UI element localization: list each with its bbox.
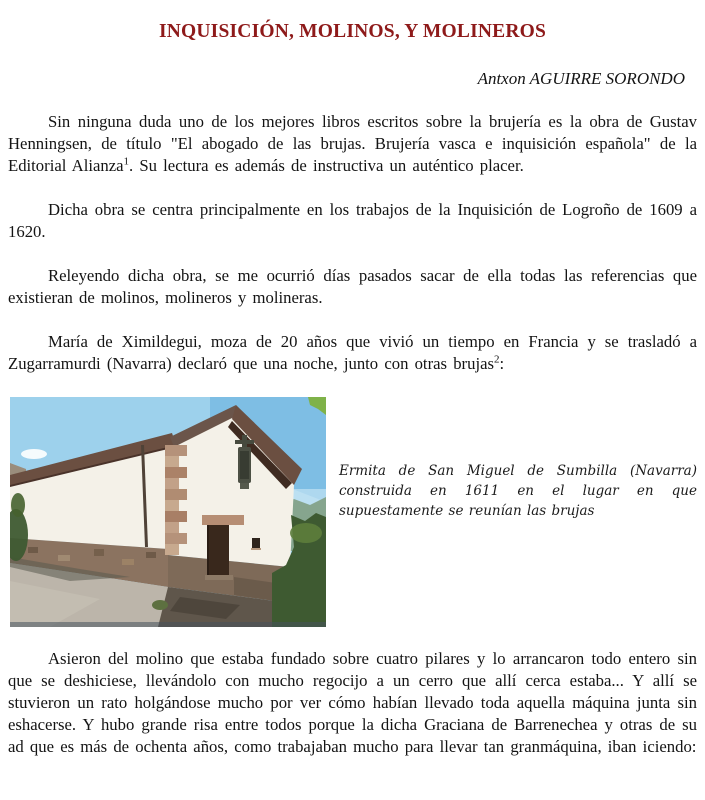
- door: [209, 525, 229, 575]
- figure-row: [8, 397, 697, 627]
- stone-detail: [146, 552, 156, 558]
- paragraph-logrono: Dicha obra se centra principalmente en los trabajos de la Inquisición de Logroño de 1609 a 1620.: [8, 200, 697, 241]
- right-foliage-light: [290, 523, 322, 543]
- quoin: [165, 456, 179, 467]
- paragraph-intro-text: Sin ninguna duda uno de los mejores libros escritos sobre la brujería es la obra de Gustav Henningsen, de título "El abogado de las brujas. Brujería vasca e inquisición española" de la Editorial Alianza: [8, 112, 697, 175]
- page-title: INQUISICIÓN, MOLINOS, Y MOLINEROS: [158, 21, 547, 42]
- quoin: [165, 522, 179, 533]
- figure-caption: Ermita de San Miguel de Sumbilla (Navarra) construida en 1611 en el lugar en que supuestamente se reunían las brujas: [339, 463, 697, 519]
- door-lintel: [202, 515, 244, 525]
- quoin: [165, 489, 187, 500]
- stone-detail: [28, 547, 38, 553]
- paragraph-intro: [8, 111, 697, 177]
- door-shadow: [207, 525, 209, 575]
- quoin: [165, 467, 187, 478]
- paragraph-releyendo: Releyendo dicha obra, se me ocurrió días pasados sacar de ella todas las referencias que existieran de molinos, molineros y molineras.: [8, 266, 697, 307]
- paragraph-maria-text-after: :: [499, 354, 505, 373]
- cloud: [21, 449, 47, 459]
- left-vine: [11, 493, 25, 517]
- quoin: [165, 511, 187, 522]
- relief-figure: [240, 451, 249, 479]
- quoin: [165, 500, 179, 511]
- author-line: Antxon AGUIRRE SORONDO: [477, 69, 685, 88]
- ermita-san-miguel-photo: [10, 397, 326, 627]
- paragraph-intro-text-after: . Su lectura es además de instructiva un auténtico placer.: [129, 156, 524, 175]
- window: [252, 538, 260, 548]
- quoin: [165, 533, 187, 544]
- paragraph-maria: [8, 331, 697, 375]
- door-step: [205, 575, 233, 580]
- quoin: [165, 445, 187, 456]
- stone-detail: [58, 555, 70, 561]
- paragraph-maria-text: María de Ximildegui, moza de 20 años que vivió un tiempo en Francia y se trasladó a Zugarramurdi (Navarra) declaró que una noche, junto con otras brujas: [8, 332, 697, 373]
- weed-tuft: [152, 600, 168, 610]
- quoin: [165, 478, 179, 489]
- photo-bottom-edge: [10, 622, 326, 627]
- paragraph-asieron: Asieron del molino que estaba fundado sobre cuatro pilares y lo arrancaron todo entero sin que se deshiciese, llevándolo con mucho regocijo a un cerro que allí cerca estaba... Y allí se stuvieron un rato holgándose mucho por ver cómo habían llevado toda aquella máquina junta sin eshacerse. Y hubo grande risa entre todos porque la dicha Graciana de Barrenechea y otras de su ad que es más de ochenta años, como trabajaban mucho para llevar tan granmáquina, iban iciendo:: [8, 649, 697, 756]
- window-sill: [251, 548, 261, 550]
- footnote-ref-1: 1: [123, 155, 130, 168]
- stone-detail: [122, 559, 134, 565]
- footnote-ref-2: 2: [493, 353, 500, 366]
- stone-detail: [94, 549, 104, 556]
- cross-icon-arm: [235, 440, 254, 444]
- quoin: [165, 544, 179, 555]
- relief-pedestal: [240, 483, 249, 489]
